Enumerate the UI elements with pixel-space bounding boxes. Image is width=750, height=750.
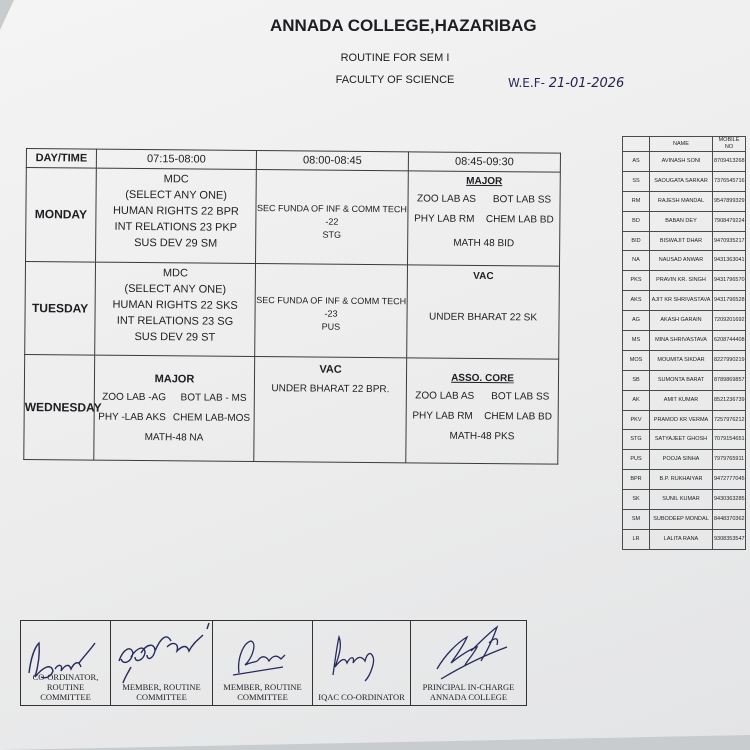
- contact-code: AG: [623, 311, 650, 331]
- cell-item: ZOO LAB AS: [415, 390, 475, 403]
- contact-code: MS: [623, 331, 650, 351]
- contact-code: SB: [623, 370, 650, 390]
- signature-title: COMMITTEE: [136, 692, 187, 702]
- cell-pair: [95, 388, 254, 409]
- signature-cell: [111, 621, 213, 706]
- cell-heading: MAJOR: [154, 373, 195, 386]
- signature-mark: [313, 621, 411, 707]
- cell-item: ZOO LAB AS: [416, 193, 477, 205]
- contact-row: [623, 191, 746, 211]
- monday-slot-1: [96, 168, 257, 263]
- cell-item: CHEM LAB BD: [484, 411, 553, 423]
- contact-row: [623, 271, 746, 291]
- contact-code: SS: [623, 171, 650, 191]
- signature-title: IQAC CO-ORDINATOR: [318, 692, 405, 702]
- contact-name: AKASH GARAIN: [650, 311, 713, 331]
- contact-row: [623, 370, 746, 390]
- signature-mark: [411, 621, 527, 707]
- tuesday-slot-1: [95, 262, 256, 357]
- contact-code: AK: [623, 390, 650, 410]
- wednesday-slot-1: [94, 355, 255, 461]
- contact-row: [623, 390, 746, 410]
- contact-name: BABAN DEY: [650, 211, 713, 231]
- slot-3-header: 08:45-09:30: [408, 152, 560, 172]
- contact-name: LALITA RANA: [650, 529, 713, 549]
- cell-line: UNDER BHARAT 22 BPR.: [271, 383, 390, 396]
- corner-cell: DAY/TIME: [26, 149, 96, 169]
- contact-mobile: 8521236739: [713, 390, 746, 410]
- contact-row: [623, 211, 746, 231]
- contact-mobile: 7209201692: [713, 311, 746, 331]
- cell-heading: MAJOR: [466, 175, 503, 188]
- contact-mobile: 9308353547: [713, 529, 746, 549]
- contact-name: SUMONTA BARAT: [650, 370, 713, 390]
- contact-name: NAUSAD ANWAR: [650, 251, 713, 271]
- contact-name: MINA SHRIVASTAVA: [650, 331, 713, 351]
- cell-line: HUMAN RIGHTS 22 BPR: [112, 204, 239, 218]
- contact-row: [623, 331, 746, 351]
- contact-name: AJIT KR SHRIVASTAVA: [650, 291, 713, 311]
- signature-title: ANNADA COLLEGE: [429, 692, 508, 702]
- monday-row: [26, 168, 561, 266]
- signature-title: CO-ORDINATOR,: [32, 672, 99, 682]
- cell-item: PHY -LAB AKS: [98, 411, 166, 424]
- contact-row: [623, 529, 746, 549]
- contact-code: LR: [623, 529, 650, 549]
- tuesday-row: [25, 261, 560, 359]
- contact-name: SUBODEEP MONDAL: [650, 510, 713, 530]
- contact-mobile: 8227990219: [713, 350, 746, 370]
- contact-row: [623, 470, 746, 490]
- cell-line: MDC: [162, 266, 188, 279]
- contact-code: BPR: [623, 470, 650, 490]
- cell-line: PUS: [321, 321, 341, 332]
- contact-code: SM: [623, 510, 650, 530]
- contact-row: [623, 510, 746, 530]
- contact-code: STG: [623, 430, 650, 450]
- contact-mobile: 7376545716: [713, 171, 746, 191]
- cell-pair: [95, 408, 254, 429]
- contact-mobile: 7257976212: [713, 410, 746, 430]
- faculty-title: FACULTY OF SCIENCE: [335, 74, 455, 86]
- wef-label: W.E.F-: [508, 76, 545, 90]
- signature-title: MEMBER, ROUTINE: [122, 682, 201, 692]
- contact-code: NA: [623, 251, 650, 271]
- cell-item: CHEM LAB-MOS: [172, 412, 251, 425]
- cell-item: ZOO LAB -AG: [102, 391, 167, 404]
- wednesday-slot-3: [406, 358, 559, 464]
- cell-line: SUS DEV 29 SM: [134, 236, 218, 250]
- cell-line: SEC FUNDA OF INF & COMM TECH -23: [256, 294, 407, 319]
- contact-name: PRAMOD KR VERMA: [650, 410, 713, 430]
- cell-pair: [407, 386, 558, 407]
- tuesday-slot-3: [407, 264, 560, 359]
- contact-name: SUNIL KUMAR: [650, 490, 713, 510]
- contact-name: RAJESH MANDAL: [650, 191, 713, 211]
- routine-table: [23, 148, 560, 465]
- tuesday-slot-2: [255, 263, 408, 358]
- contact-row: [623, 171, 746, 191]
- cell-line: (SELECT ANY ONE): [125, 188, 227, 202]
- contact-row: [623, 410, 746, 430]
- contact-name: POOJA SINHA: [650, 450, 713, 470]
- contact-code: PKS: [623, 271, 650, 291]
- contact-name: MOUMITA SIKDAR: [650, 350, 713, 370]
- cell-pair: [407, 406, 558, 427]
- contact-name: AMIT KUMAR: [650, 390, 713, 410]
- signature-title: ROUTINE COMMITTEE: [40, 682, 91, 702]
- wef-date: 21-01-2026: [548, 76, 625, 91]
- contact-name: SAOUGATA SARKAR: [650, 171, 713, 191]
- cell-line: STG: [322, 229, 342, 240]
- cell-item: PHY LAB RM: [414, 213, 475, 225]
- contact-mobile: 9547899329: [713, 191, 746, 211]
- day-label: MONDAY: [26, 168, 97, 262]
- contact-code: PKV: [623, 410, 650, 430]
- cell-line: INT RELATIONS 23 PKP: [114, 220, 238, 234]
- contact-name: SATYAJEET GHOSH: [650, 430, 713, 450]
- contact-row: [623, 350, 746, 370]
- contact-code: AKS: [623, 291, 650, 311]
- contact-row: [623, 311, 746, 331]
- contact-row: [623, 450, 746, 470]
- contact-name: AVINASH SONI: [650, 152, 713, 172]
- faculty-contacts-table: [622, 136, 746, 550]
- signature-strip: [20, 620, 526, 706]
- cell-line: SEC FUNDA OF INF & COMM TECH -22: [257, 203, 407, 227]
- cell-line: MATH 48 BID: [453, 237, 515, 250]
- routine-title: ROUTINE FOR SEM I: [340, 52, 450, 64]
- cell-line: HUMAN RIGHTS 22 SKS: [112, 298, 238, 312]
- contact-code: PUS: [623, 450, 650, 470]
- contacts-header-row: [623, 137, 746, 152]
- contact-mobile: 7908479224: [713, 211, 746, 231]
- contact-mobile: 7079154651: [713, 430, 746, 450]
- contact-mobile: 6208744408: [713, 331, 746, 351]
- cell-heading: VAC: [319, 363, 342, 376]
- cell-line: INT RELATIONS 23 SG: [116, 314, 234, 328]
- college-name: ANNADA COLLEGE,HAZARIBAG: [270, 16, 537, 35]
- cell-line: MATH-48 PKS: [449, 430, 515, 443]
- signature-cell: [313, 621, 411, 706]
- contact-name: B.P. RUKHAIYAR: [650, 470, 713, 490]
- signature-cell: [21, 621, 111, 706]
- signature-cell: [213, 621, 313, 706]
- contacts-header: MOBILE NO: [713, 137, 746, 152]
- slot-1-header: 07:15-08:00: [96, 149, 256, 169]
- contact-code: BID: [623, 231, 650, 251]
- day-label: WEDNESDAY: [24, 355, 95, 460]
- monday-slot-3: [407, 171, 560, 266]
- signature-title: MEMBER, ROUTINE: [223, 682, 302, 692]
- cell-heading: VAC: [473, 270, 494, 282]
- contact-mobile: 8709413268: [713, 152, 746, 172]
- contacts-header: [623, 137, 650, 152]
- cell-item: BOT LAB - MS: [180, 392, 247, 405]
- contact-name: BISWAJIT DHAR: [650, 231, 713, 251]
- cell-line: SUS DEV 29 ST: [134, 330, 216, 344]
- contact-row: [623, 430, 746, 450]
- signature-cell: [411, 621, 527, 706]
- monday-slot-2: [256, 170, 409, 265]
- slot-2-header: 08:00-08:45: [256, 151, 408, 171]
- wednesday-slot-2: [254, 357, 407, 463]
- cell-line: (SELECT ANY ONE): [124, 282, 227, 296]
- cell-line: MATH-48 NA: [144, 432, 204, 444]
- cell-item: PHY LAB RM: [412, 410, 473, 423]
- contact-mobile: 9470935217: [713, 231, 746, 251]
- cell-pair: [408, 189, 559, 210]
- signature-title: PRINCIPAL IN-CHARGE: [422, 682, 515, 692]
- contact-code: RM: [623, 191, 650, 211]
- contact-mobile: 9431796528: [713, 291, 746, 311]
- contact-mobile: 9430363285: [713, 490, 746, 510]
- contact-row: [623, 152, 746, 172]
- contact-code: AS: [623, 152, 650, 172]
- cell-line: UNDER BHARAT 22 SK: [428, 311, 538, 324]
- wednesday-row: [24, 355, 559, 465]
- cell-pair: [408, 209, 559, 230]
- contact-code: BD: [623, 211, 650, 231]
- contact-row: [623, 231, 746, 251]
- contact-mobile: 8448370362: [713, 510, 746, 530]
- contact-mobile: 9431796570: [713, 271, 746, 291]
- day-label: TUESDAY: [25, 261, 96, 355]
- cell-item: CHEM LAB BD: [485, 214, 554, 226]
- contact-row: [623, 490, 746, 510]
- contact-name: PRAVIN KR. SINGH: [650, 271, 713, 291]
- contact-mobile: 9472777045: [713, 470, 746, 490]
- wef-line: [508, 76, 624, 91]
- contact-row: [623, 291, 746, 311]
- contact-mobile: 9431363041: [713, 251, 746, 271]
- cell-heading: ASSO. CORE: [451, 372, 514, 385]
- cell-line: MDC: [163, 173, 189, 186]
- contact-code: SK: [623, 490, 650, 510]
- contacts-header: NAME: [650, 137, 713, 152]
- contact-mobile: 8789869857: [713, 370, 746, 390]
- signature-mark: [213, 621, 313, 707]
- signature-mark: [21, 621, 111, 707]
- contact-row: [623, 251, 746, 271]
- cell-item: BOT LAB SS: [491, 391, 550, 403]
- cell-item: BOT LAB SS: [492, 194, 552, 206]
- contact-mobile: 7979765911: [713, 450, 746, 470]
- signature-mark: [111, 621, 213, 707]
- contact-code: MOS: [623, 350, 650, 370]
- signature-title: COMMITTEE: [237, 692, 288, 702]
